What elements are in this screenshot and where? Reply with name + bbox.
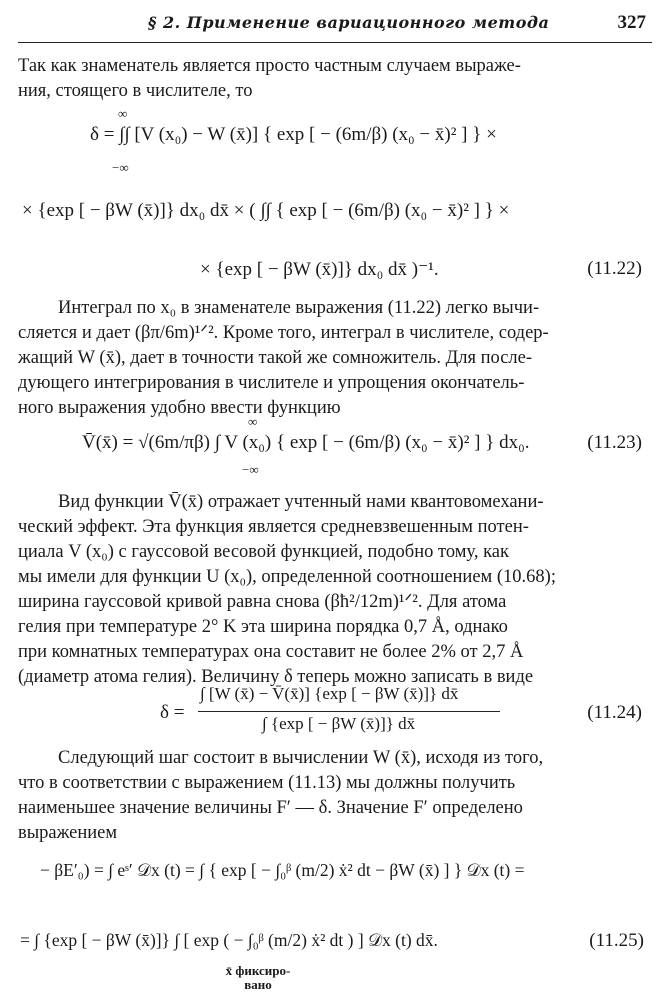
paragraph-3: Вид функции V̄(x̄) отражает учтенный нами квантовомехани- ческий эффект. Эта функция является средневзвешенным потен- циала V (x₀) с гауссовой весовой функцией, подобно тому, как мы имели для функции U (x₀), определенной соотношением (10.68); ширина гауссовой кривой равна снова (βħ²/12m)¹ᐟ². Для атома гелия при температуре 2° K эта ширина порядка 0,7 Å, однако при комнатных температурах она составит не более 2% от 2,7 Å (диаметр атома гелия). Величину δ теперь можно записать в виде	[18, 492, 556, 687]
upper-limit: ∞	[118, 106, 128, 121]
equation-11-22-line-2: × {exp [ − βW (x̄)]} dx₀ dx̄ × ( ∫∫ { exp [ − (6m/β) (x₀ − x̄)² ] } ×	[22, 200, 510, 221]
equation-11-24-numerator: ∫ [W (x̄) − V̄(x̄)] {exp [ − βW (x̄)]} dx̄	[200, 684, 459, 703]
equation-11-24-lhs: δ =	[160, 702, 185, 723]
equation-11-25	[0, 850, 662, 1000]
page-number: 327	[617, 12, 646, 33]
equation-11-22-line-3: × {exp [ − βW (x̄)]} dx₀ dx̄ )⁻¹.	[200, 259, 439, 280]
section-title: § 2. Применение вариационного метода	[148, 13, 550, 32]
equation-11-25-line-2: = ∫ {exp [ − βW (x̄)]} ∫ [ exp ( − ∫₀ᵝ (m/2) ẋ² dt ) ] 𝒟x (t) dx̄.	[20, 930, 438, 950]
equation-11-23	[0, 414, 662, 478]
paragraph-4: Следующий шаг состоит в вычислении W (x̄), исходя из того, что в соответствии с выражением (11.13) мы должны получить наименьшее значение величины F′ — δ. Значение F′ определено выражением	[18, 748, 544, 843]
upper-limit: ∞	[248, 414, 258, 429]
equation-11-22	[0, 106, 662, 282]
equation-11-24-denominator: ∫ {exp [ − βW (x̄)]} dx̄	[262, 714, 416, 733]
lower-limit: −∞	[112, 160, 129, 175]
lower-limit: −∞	[242, 462, 259, 477]
paragraph-2: Интеграл по x₀ в знаменателе выражения (11.22) легко вычи- сляется и дает (βπ/6m)¹ᐟ². Кроме того, интеграл в числителе, содер- жащий W (x̄), дает в точности такой же сомножитель. Для после- дующего интегрирования в числителе и упрощения окончатель- ного выражения удобно ввести функцию	[18, 298, 549, 418]
equation-number-11-24: (11.24)	[587, 702, 642, 723]
equation-11-24	[0, 684, 662, 744]
equation-11-25-line-1: − βE′₀) = ∫ eˢ′ 𝒟x (t) = ∫ { exp [ − ∫₀ᵝ (m/2) ẋ² dt − βW (x̄) ] } 𝒟x (t) =	[40, 860, 525, 880]
equation-11-22-line-1: δ = ∫∫ [V (x₀) − W (x̄)] { exp [ − (6m/β) (x₀ − x̄)² ] } ×	[90, 124, 497, 145]
equation-number-11-25: (11.25)	[589, 930, 644, 951]
integral-condition: x̄ фиксиро- вано	[225, 963, 291, 992]
equation-11-23-body: V̄(x̄) = √(6m/πβ) ∫ V (x₀) { exp [ − (6m/β) (x₀ − x̄)² ] } dx₀.	[82, 432, 530, 453]
fraction-bar	[198, 711, 500, 712]
equation-number-11-22: (11.22)	[587, 258, 642, 279]
running-header	[18, 8, 652, 43]
paragraph-1: Так как знаменатель является просто частным случаем выраже- ния, стоящего в числителе, то	[18, 56, 521, 101]
equation-number-11-23: (11.23)	[587, 432, 642, 453]
